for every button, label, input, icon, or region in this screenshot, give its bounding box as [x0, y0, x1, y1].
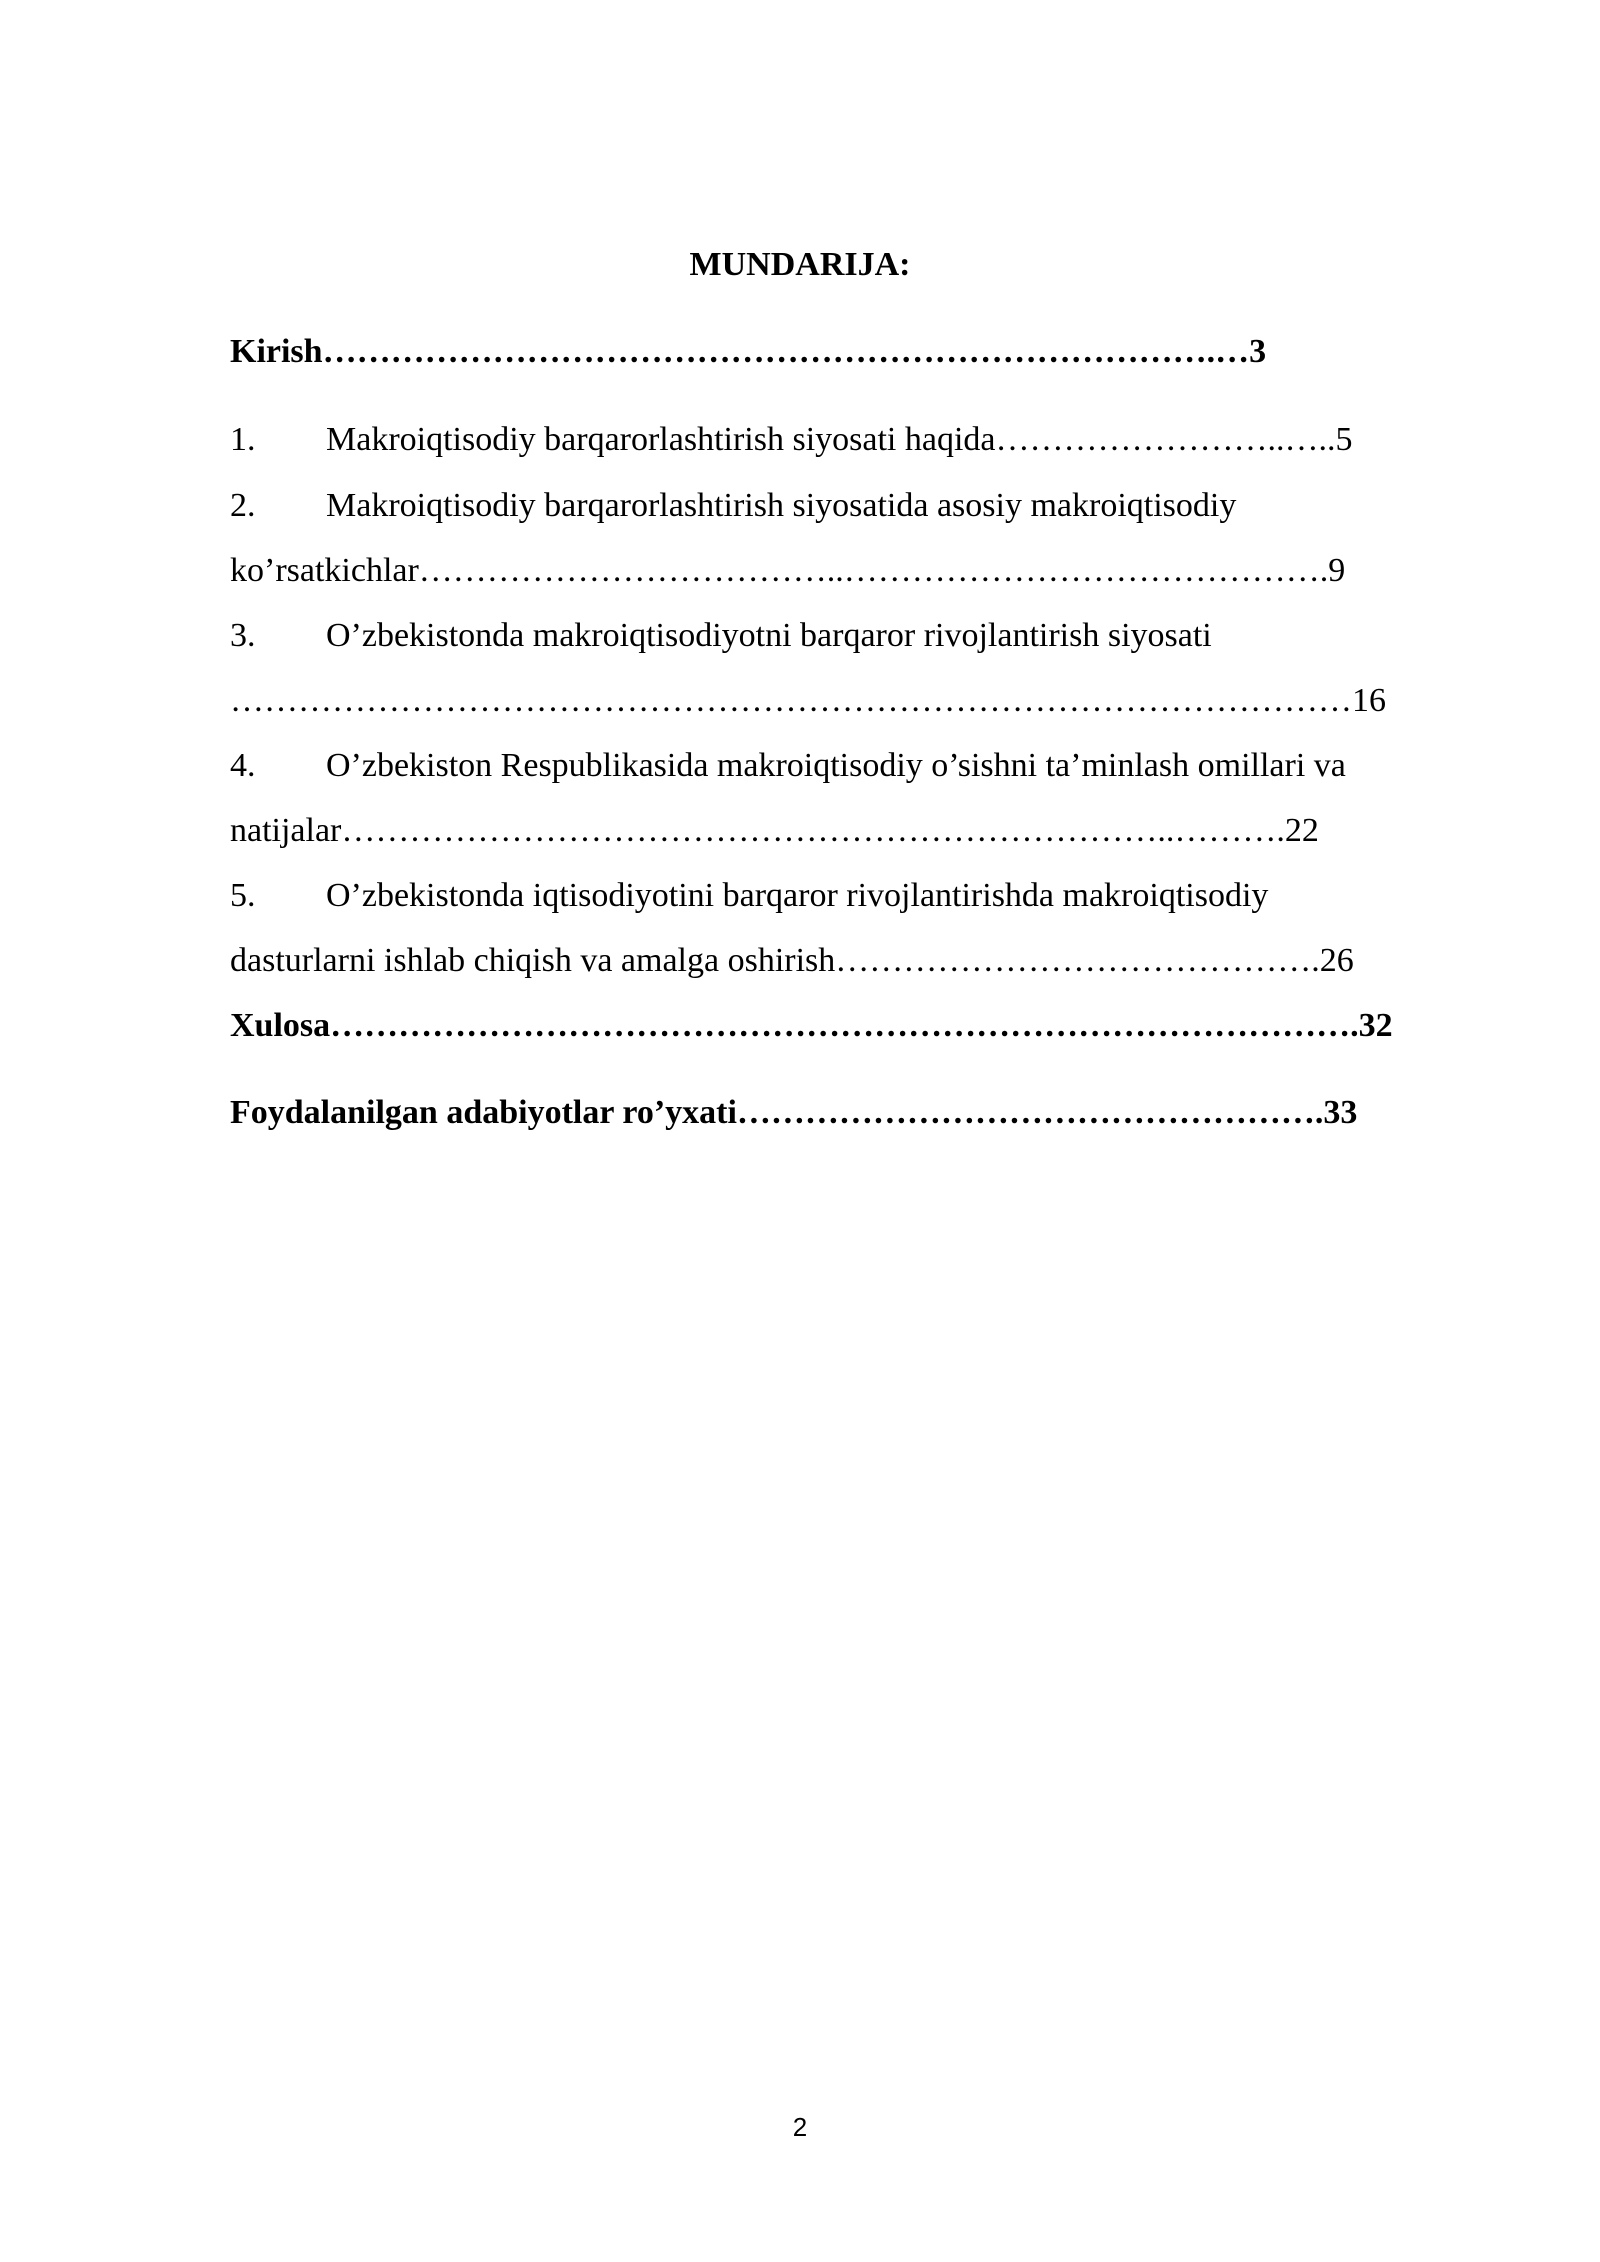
toc-entry-1 [230, 417, 1353, 463]
page-number: 2 [792, 2112, 808, 2142]
toc-entry-number: 5. [230, 877, 256, 914]
toc-entry-text: Makroiqtisodiy barqarorlashtirish siyosati haqida……………………..…..5 [326, 421, 1353, 458]
toc-entry-3 [230, 613, 1212, 659]
toc-entry-references: Foydalanilgan adabiyotlar ro’yxati…………………………………………….33 [230, 1094, 1358, 1131]
toc-entry-3-continuation: ………………………………………………………………………………………16 [230, 682, 1386, 719]
toc-entry-number: 3. [230, 617, 256, 654]
toc-entry-2 [230, 483, 1236, 529]
toc-entry-text: O’zbekistonda makroiqtisodiyotni barqaror rivojlantirish siyosati [326, 617, 1212, 654]
toc-entry-number: 1. [230, 421, 256, 458]
toc-entry-2-continuation: ko’rsatkichlar………………………………..…………………………………….9 [230, 552, 1346, 589]
toc-entry-number: 2. [230, 487, 256, 524]
toc-entry-conclusion: Xulosa……………………………………………………………………………….32 [230, 1007, 1393, 1044]
toc-entry-5 [230, 873, 1268, 919]
toc-entry-text: O’zbekistonda iqtisodiyotini barqaror rivojlantirishda makroiqtisodiy [326, 877, 1269, 914]
toc-entry-intro: Kirish…………………………………………………………………….…3 [230, 333, 1267, 370]
toc-entry-5-continuation: dasturlarni ishlab chiqish va amalga oshirish…………………………………….26 [230, 942, 1354, 979]
toc-entry-4-continuation: natijalar………………………………………………………………..……….22 [230, 812, 1319, 849]
toc-entry-text: O’zbekiston Respublikasida makroiqtisodiy o’sishni ta’minlash omillari va [326, 747, 1346, 784]
toc-title: MUNDARIJA: [689, 246, 911, 283]
toc-entry-number: 4. [230, 747, 256, 784]
toc-entry-4 [230, 743, 1346, 789]
toc-entry-text: Makroiqtisodiy barqarorlashtirish siyosatida asosiy makroiqtisodiy [326, 487, 1237, 524]
